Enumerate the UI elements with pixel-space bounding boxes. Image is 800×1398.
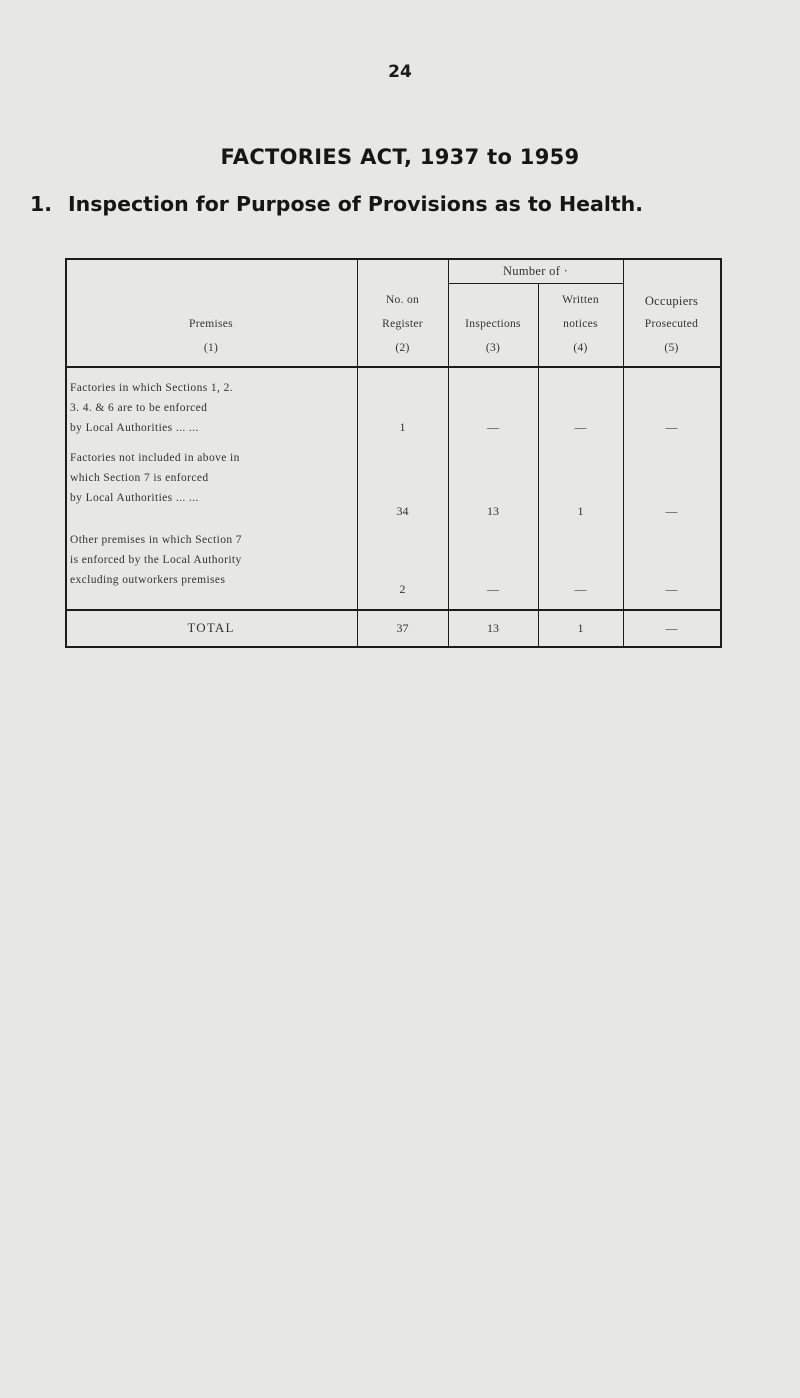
header-register-line2: Register: [382, 318, 423, 330]
row3-notices: —: [574, 582, 587, 596]
header-notices-line1: Written: [562, 294, 599, 306]
row2-notices: 1: [577, 504, 584, 518]
row1-notices: —: [574, 420, 587, 434]
header-inspections-num: (3): [485, 342, 501, 354]
header-premises: Premises: [189, 318, 233, 330]
row2-prosecuted: —: [665, 504, 678, 518]
row3-line3: excluding outworkers premises: [70, 574, 226, 586]
row2-premises: [70, 448, 240, 508]
header-inspections: Inspections: [465, 318, 521, 330]
header-occupiers-line1: Occupiers: [644, 294, 699, 308]
row3-prosecuted: —: [665, 582, 678, 596]
row1-line3: by Local Authorities ... ...: [70, 422, 199, 434]
row1-register: 1: [399, 420, 406, 434]
row3-line2: is enforced by the Local Authority: [70, 554, 242, 566]
total-notices: 1: [577, 621, 584, 635]
row1-prosecuted: —: [665, 420, 678, 434]
header-notices-line2: notices: [563, 318, 598, 330]
row2-line2: which Section 7 is enforced: [70, 472, 209, 484]
page-title: FACTORIES ACT, 1937 to 1959: [220, 145, 580, 169]
header-register-line1: No. on: [385, 294, 420, 306]
row1-inspections: —: [487, 420, 499, 434]
section-heading: [30, 192, 643, 216]
row2-inspections: 13: [487, 504, 499, 518]
total-prosecuted: —: [665, 621, 678, 635]
row2-line3: by Local Authorities ... ...: [70, 492, 199, 504]
header-occupiers-line2: Prosecuted: [644, 318, 699, 330]
total-register: 37: [396, 621, 409, 635]
row1-line2: 3. 4. & 6 are to be enforced: [70, 402, 208, 414]
section-text: Inspection for Purpose of Provisions as to Health.: [68, 192, 644, 216]
header-register-num: (2): [395, 342, 410, 354]
inspection-table: [60, 258, 722, 678]
table-left-border: [65, 258, 67, 648]
row2-line1: Factories not included in above in: [70, 452, 240, 464]
page-number: 24: [388, 62, 412, 82]
row1-premises: [70, 378, 233, 438]
row3-line1: Other premises in which Section 7: [70, 534, 242, 546]
header-occupiers-num: (5): [664, 342, 679, 354]
header-premises-num: (1): [203, 342, 219, 354]
total-label: TOTAL: [187, 620, 235, 635]
header-notices-num: (4): [573, 342, 588, 354]
table-right-border: [720, 258, 722, 648]
row1-line1: Factories in which Sections 1, 2.: [70, 382, 233, 394]
group-header: Number of ·: [502, 264, 569, 278]
section-number: 1.: [30, 192, 53, 216]
row3-register: 2: [399, 582, 406, 596]
group-header-rule: [448, 283, 623, 284]
row3-premises: [70, 530, 242, 590]
row2-register: 34: [396, 504, 409, 518]
total-inspections: 13: [487, 621, 499, 635]
row3-inspections: —: [487, 582, 499, 596]
